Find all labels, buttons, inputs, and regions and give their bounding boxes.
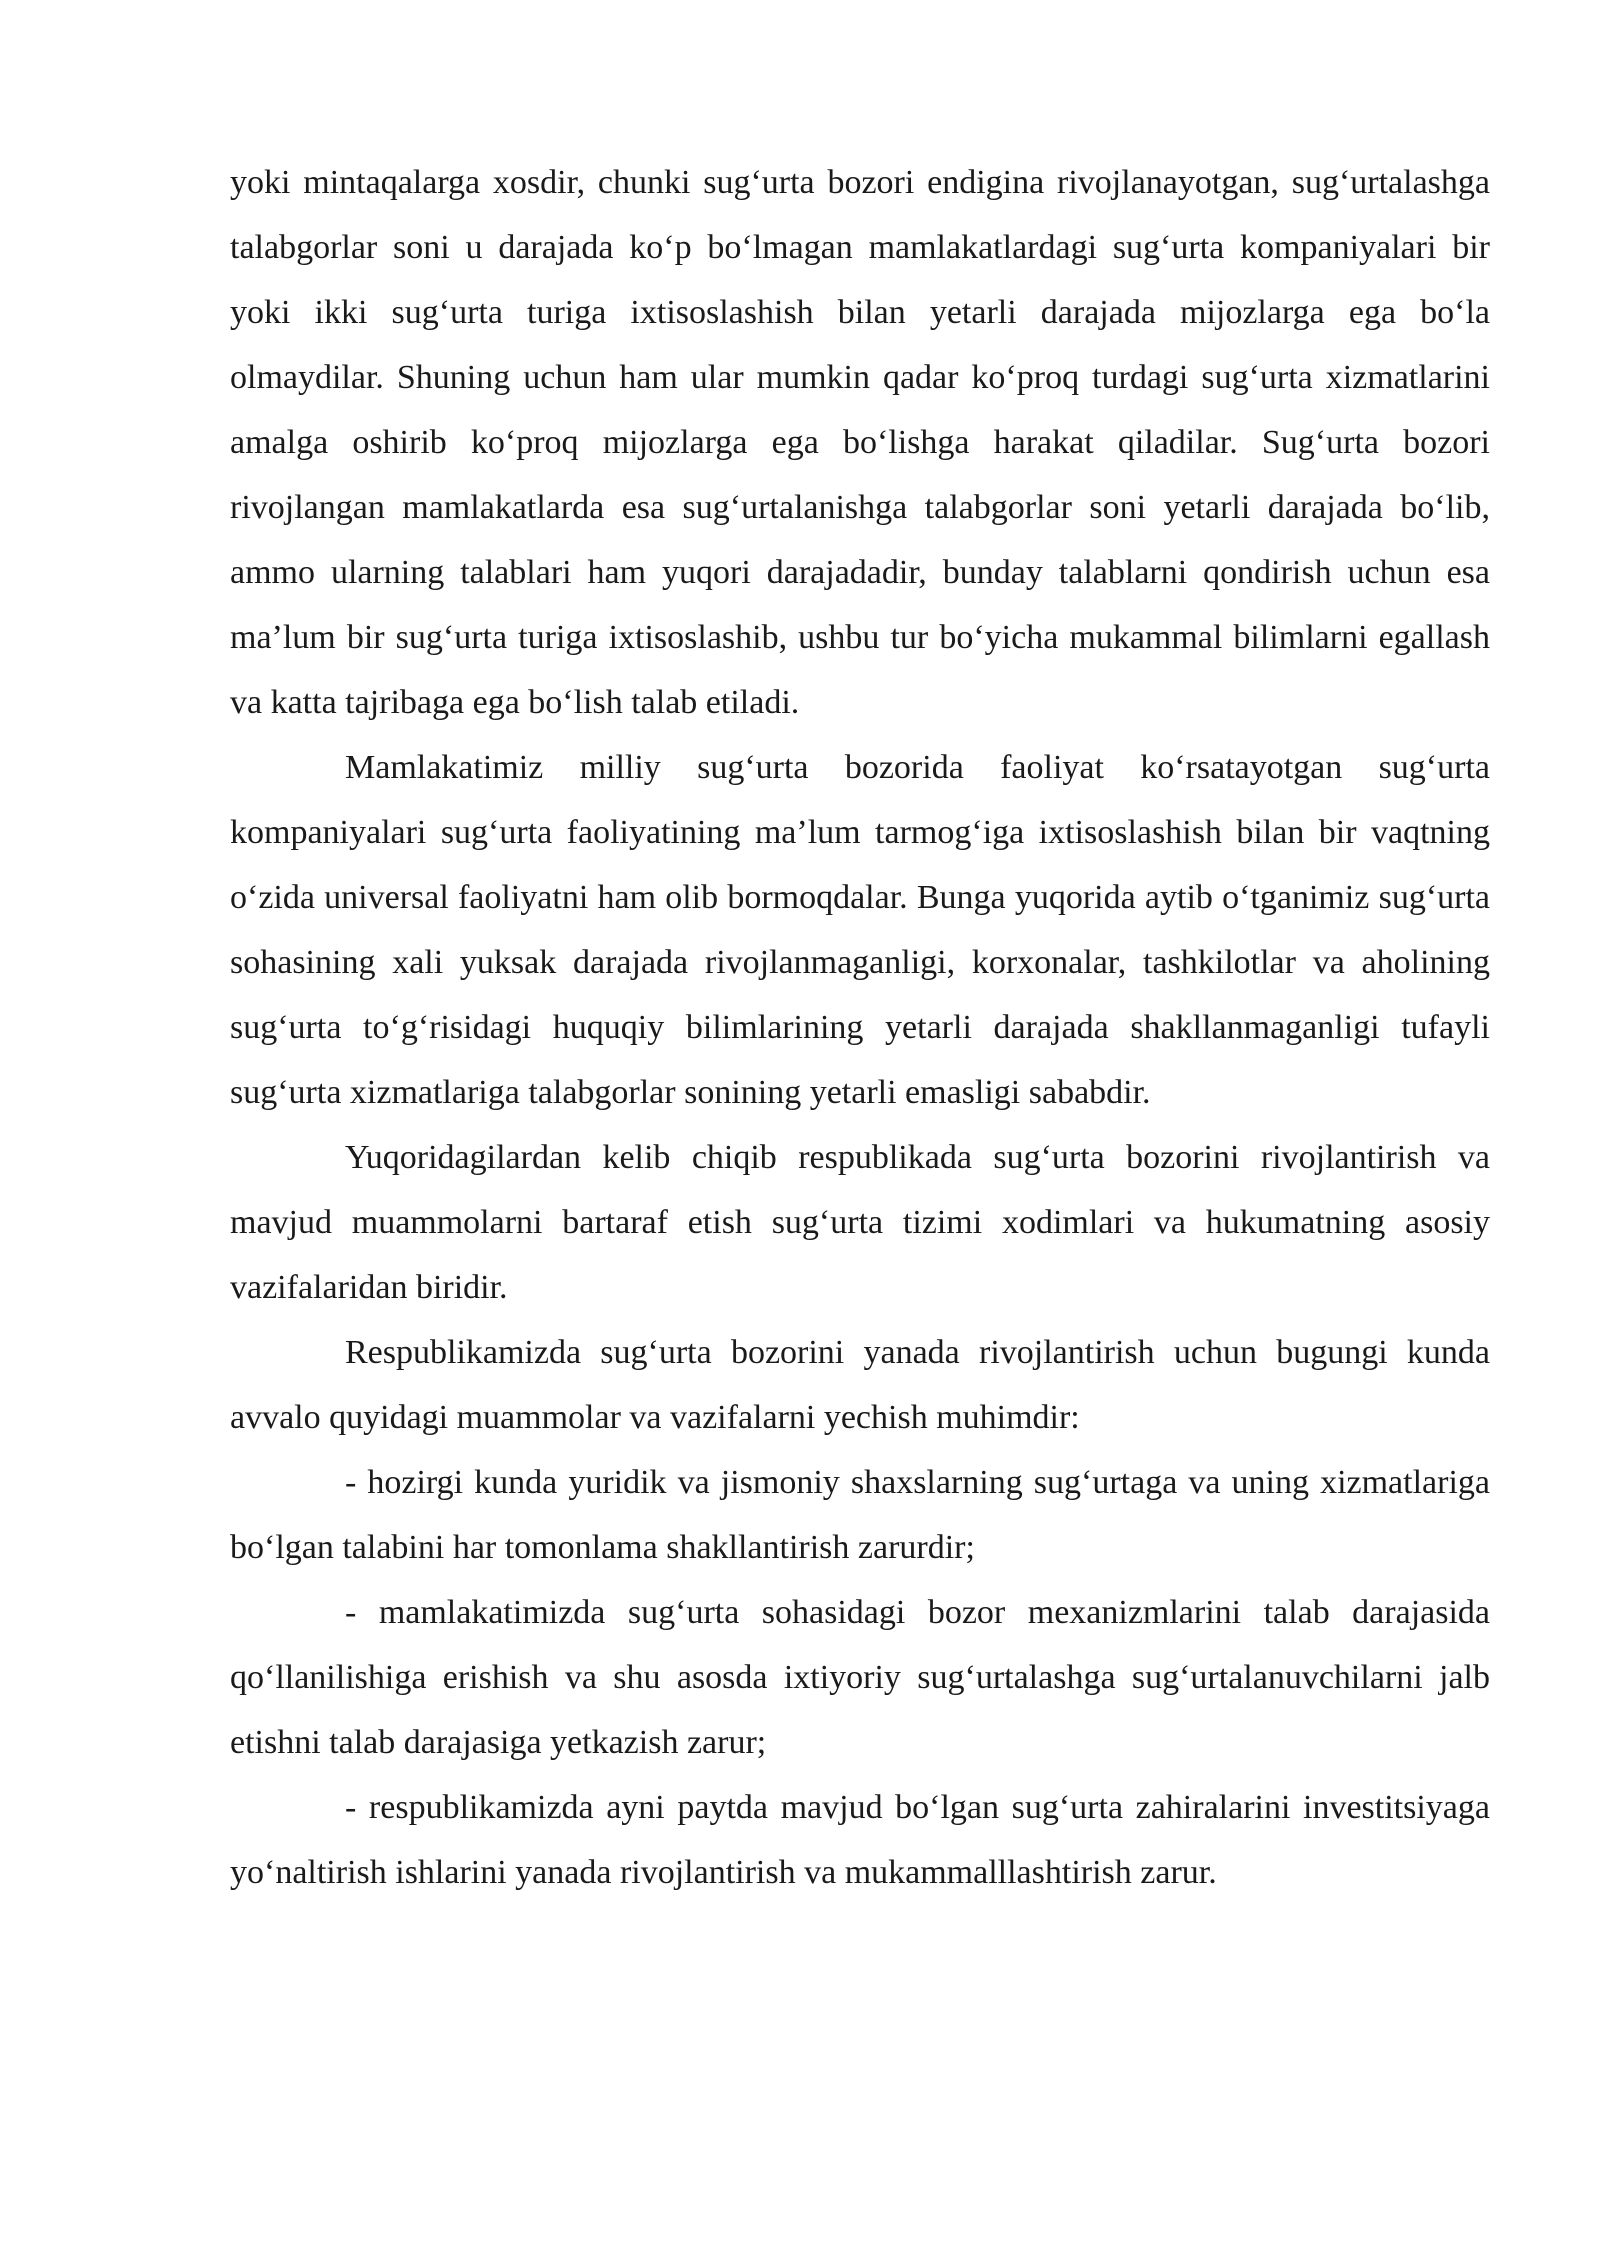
list-item-3: - respublikamizda ayni paytda mavjud bo‘lgan sug‘urta zahiralarini investitsiyaga yo‘naltirish ishlarini yanada rivojlantirish va mukammalllashtirish zarur. [230,1789,1490,1891]
paragraph-4: Respublikamizda sug‘urta bozorini yanada rivojlantirish uchun bugungi kunda avvalo quyidagi muammolar va vazifalarni yechish muhimdir: [230,1334,1490,1436]
paragraph-3: Yuqoridagilardan kelib chiqib respublikada sug‘urta bozorini rivojlantirish va mavjud muammolarni bartaraf etish sug‘urta tizimi xodimlari va hukumatning asosiy vazifalaridan biridir. [230,1139,1490,1306]
paragraph-1: yoki mintaqalarga xosdir, chunki sug‘urta bozori endigina rivojlanayotgan, sug‘urtalashga talabgorlar soni u darajada ko‘p bo‘lmagan mamlakatlardagi sug‘urta kompaniyalari bir yoki ikki sug‘urta turiga ixtisoslashish bilan yetarli darajada mijozlarga ega bo‘la olmaydilar. Shuning uchun ham ular mumkin qadar ko‘proq turdagi sug‘urta xizmatlarini amalga oshirib ko‘proq mijozlarga ega bo‘lishga harakat qiladilar. Sug‘urta bozori rivojlangan mamlakatlarda esa sug‘urtalanishga talabgorlar soni yetarli darajada bo‘lib, ammo ularning talablari ham yuqori darajadadir, bunday talablarni qondirish uchun esa ma’lum bir sug‘urta turiga ixtisoslashib, ushbu tur bo‘yicha mukammal bilimlarni egallash va katta tajribaga ega bo‘lish talab etiladi. [230,164,1490,721]
list-item-1: - hozirgi kunda yuridik va jismoniy shaxslarning sug‘urtaga va uning xizmatlariga bo‘lgan talabini har tomonlama shakllantirish zarurdir; [230,1464,1490,1566]
list-item-2: - mamlakatimizda sug‘urta sohasidagi bozor mexanizmlarini talab darajasida qo‘llanilishiga erishish va shu asosda ixtiyoriy sug‘urtalashga sug‘urtalanuvchilarni jalb etishni talab darajasiga yetkazish zarur; [230,1594,1490,1761]
paragraph-2: Mamlakatimiz milliy sug‘urta bozorida faoliyat ko‘rsatayotgan sug‘urta kompaniyalari sug‘urta faoliyatining ma’lum tarmog‘iga ixtisoslashish bilan bir vaqtning o‘zida universal faoliyatni ham olib bormoqdalar. Bunga yuqorida aytib o‘tganimiz sug‘urta sohasining xali yuksak darajada rivojlanmaganligi, korxonalar, tashkilotlar va aholining sug‘urta to‘g‘risidagi huquqiy bilimlarining yetarli darajada shakllanmaganligi tufayli sug‘urta xizmatlariga talabgorlar sonining yetarli emasligi sababdir. [230,749,1490,1111]
document-page [230,150,1490,1905]
